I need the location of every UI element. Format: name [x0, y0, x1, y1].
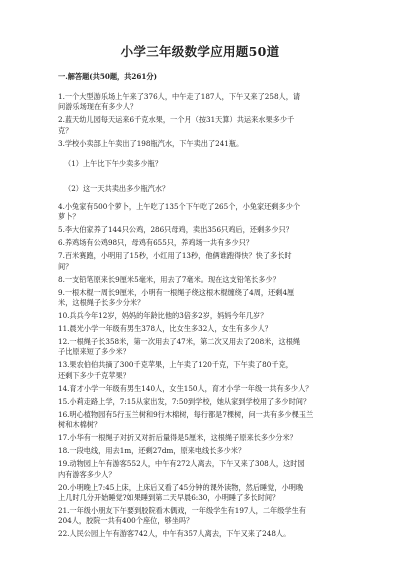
question-line: 内有游客多少人？ [58, 469, 116, 479]
question-line: 14.育才小学一年级有男生140人，女生150人，育才小学一年级一共有多少人？ [58, 383, 313, 393]
question-line: 4.小兔家有500个萝卜，上午吃了135个下午吃了265个，小兔家还剩多少个 [58, 201, 301, 211]
question-line: 5.李大伯家养了144只公鸡，286只母鸡，卖出356只鸡后，还剩多少只？ [58, 225, 293, 235]
question-line: 13.果农伯伯共摘了300千克苹果，上午卖了120千克，下午卖了80千克， [58, 360, 293, 370]
question-line: 上几时几分开始睡觉?如果睡到第二天早晨6:30，小明睡了多长时间？ [58, 493, 280, 502]
question-line: 萝卜？ [58, 212, 80, 222]
question-line: 克？ [58, 125, 73, 135]
question-line: 204人，胶院一共有400个座位，够坐吗？ [58, 516, 194, 526]
question-line: 子比原来短了多少米？ [58, 347, 130, 357]
question-line: 17.小华有一根绳子对折又对折后量得是5厘米，这根绳子原来长多少分米？ [58, 433, 297, 443]
question-line: 10.兵兵今年12岁，妈妈的年龄比他的3倍多2岁，妈妈今年几岁？ [58, 311, 268, 320]
question-line: 1.一个大型游乐场上午来了376人，中午走了187人，下午又来了258人，请 [58, 92, 301, 101]
question-line: 2.蓝天幼儿园每天运来6千克水果，一个月（按31天算）共运来水果多少千 [58, 115, 295, 125]
sub-question-line: （2）这一天共卖出多少瓶汽水？ [64, 183, 170, 193]
question-line: 间？ [58, 261, 73, 271]
question-line: 树和木棉树？ [58, 420, 102, 430]
question-line: 米，这根绳子长多少分米？ [58, 298, 145, 307]
question-line: 问游乐场现在有多少人？ [58, 102, 138, 112]
question-line: 21.一年级小朋友下午要到胶院看木偶戏，一年级学生有197人，二年级学生有 [58, 506, 306, 515]
question-line: 20.小明晚上7:45上床，上床后又看了45分钟的课外读物，然后睡觉，小明晚 [58, 482, 304, 492]
question-line: 8.一支铅笔原来长9厘米5毫米，用去了7毫米。现在这支铅笔长多少？ [58, 274, 280, 284]
question-line: 9.一根木棍一周长9厘米，小明有一根绳子绕这根木棍缠绕了4周，还剩4厘 [58, 287, 295, 297]
question-line: 12.一根绳子长358米，第一次用去了47米，第二次又用去了208米，这根绳 [58, 337, 301, 346]
question-line: 15.小莉走路上学，7:15从家出发，7:50到学校，她从家到学校用了多少时间？ [58, 396, 311, 406]
question-line: 3.学校小卖部上午卖出了198瓶汽水，下午卖出了241瓶。 [58, 138, 244, 148]
sub-question-line: （1）上午比下午少卖多少瓶？ [64, 158, 163, 168]
question-line: 16.明心植物园有5行玉兰树和9行木棉树，每行都是7棵树，问一共有多少棵玉兰 [58, 409, 314, 419]
question-line: 19.动物园上午有游客552人，中午有272人离去，下午又来了308人，这时园 [58, 459, 305, 469]
question-line: 6.养鸡场有公鸡98只，母鸡有655只，养鸡场一共有多少只？ [58, 238, 254, 248]
question-line: 11.晨光小学一年级有男生378人，比女生多32人，女生有多少人？ [58, 324, 272, 333]
question-line: 7.百米赛跑，小明用了15秒，小红用了13秒，他俩谁跑得快？快了多长时 [58, 251, 292, 261]
section-heading: 一.解答题(共50题，共261分) [58, 72, 157, 81]
page-title: 小学三年级数学应用题50道 [120, 44, 280, 59]
question-line: 还剩下多少千克苹果？ [58, 370, 130, 380]
question-line: 18.一段电线，用去1m，还剩27dm，原来电线长多少米？ [58, 446, 246, 456]
question-line: 22.人民公园上午有游客742人，中午有357人离去，下午又来了248人。 [58, 529, 291, 539]
